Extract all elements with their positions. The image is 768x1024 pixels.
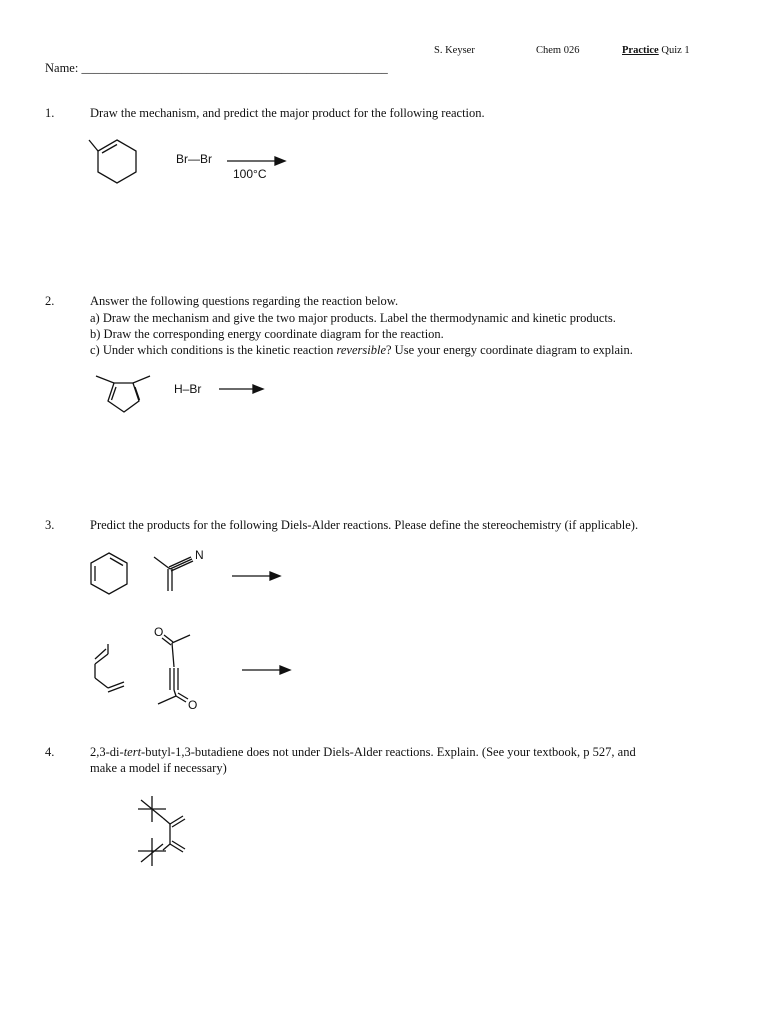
q2-reagent: H–Br: [174, 382, 202, 396]
q2-part-c-italic: reversible: [336, 343, 386, 357]
q1-reaction-arrow: [225, 155, 290, 167]
q3-methacrylonitrile-structure: [150, 547, 220, 595]
q2-part-c: [90, 343, 633, 358]
q1-condition: 100°C: [233, 167, 267, 181]
author-name: S. Keyser: [434, 45, 475, 56]
q4-line1-pre: 2,3-di-: [90, 745, 124, 759]
q4-di-tert-butylbutadiene-structure: [128, 790, 198, 870]
q3-hexynedione-structure: [150, 622, 210, 714]
q1-text: Draw the mechanism, and predict the major product for the following reaction.: [90, 106, 485, 120]
q2-part-a: a) Draw the mechanism and give the two major products. Label the thermodynamic and kinetic products.: [90, 311, 616, 325]
course-code: Chem 026: [536, 45, 580, 56]
q1-number: 1.: [45, 106, 55, 120]
q2-dimethylcyclopentadiene-structure: [92, 370, 167, 415]
q3-number: 3.: [45, 518, 55, 532]
q3-reaction-arrow-2: [240, 664, 295, 676]
q4-number: 4.: [45, 745, 55, 759]
name-label: Name:: [45, 61, 79, 75]
q2-part-c-post: ? Use your energy coordinate diagram to explain.: [386, 343, 633, 357]
q4-line1-post: -butyl-1,3-butadiene does not under Diels-Alder reactions. Explain. (See your textbook, p 527, and: [141, 745, 636, 759]
q1-reagent: Br—Br: [176, 152, 212, 166]
quiz-title-rest: Quiz 1: [658, 45, 690, 56]
q2-part-c-pre: c) Under which conditions is the kinetic reaction: [90, 343, 337, 357]
q3-carbonyl-o-bottom: O: [188, 698, 198, 712]
q3-cyclohexadiene-structure: [88, 549, 138, 599]
q4-line1-italic: tert: [123, 745, 142, 759]
name-line: _________________________________________________: [81, 61, 388, 75]
quiz-title: [622, 45, 690, 56]
q3-pentadiene-structure: [86, 640, 131, 696]
q3-carbonyl-o-top: O: [154, 625, 164, 639]
quiz-title-bold: Practice: [622, 45, 659, 56]
q4-line1: [90, 745, 636, 760]
q4-line2: make a model if necessary): [90, 761, 227, 775]
name-field[interactable]: [45, 61, 388, 76]
q3-nitrile-n: N: [195, 548, 204, 562]
q2-reaction-arrow: [217, 383, 267, 395]
q2-intro: Answer the following questions regarding the reaction below.: [90, 294, 399, 308]
q1-methylcyclohexene-structure: [86, 132, 156, 187]
q2-number: 2.: [45, 294, 55, 308]
q2-part-b: b) Draw the corresponding energy coordinate diagram for the reaction.: [90, 327, 444, 341]
q3-text: Predict the products for the following Diels-Alder reactions. Please define the stereochemistry (if applicable).: [90, 518, 639, 532]
q3-reaction-arrow-1: [230, 570, 285, 582]
